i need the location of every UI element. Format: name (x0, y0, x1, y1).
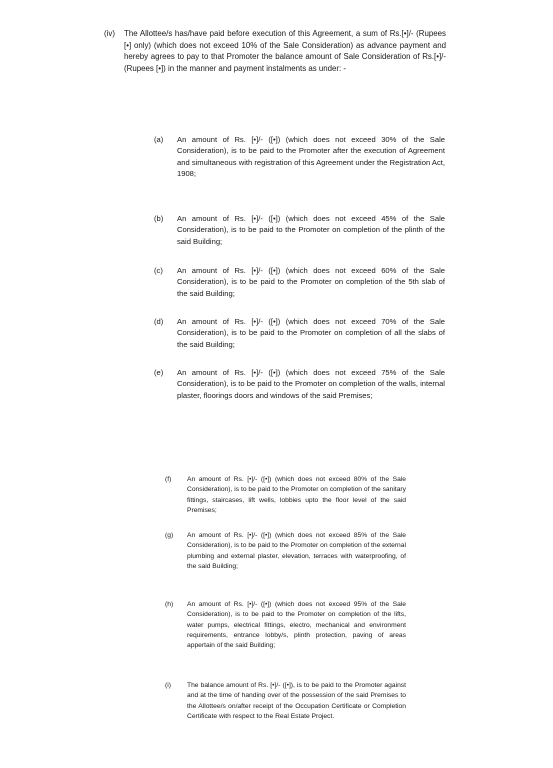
clause-text: The Allottee/s has/have paid before execution of this Agreement, a sum of Rs.[•]/- (Rupees [•] only) (which does not exceed 10% of the Sale Consideration) as advance payment and hereby agrees to pay to that Promoter the balance amount of Sale Consideration of Rs.[•]/- (Rupees [•]) in the manner and payment instalments as under: - (124, 29, 446, 73)
instalment-label: (h) (165, 601, 174, 608)
instalment-text: An amount of Rs. [•]/- ([•]) (which does not exceed 95% of the Sale Consideration), is to be paid to the Promoter on completion of the lifts, water pumps, electrical fittings, electro, mechanical and environment requirements, entrance lobby/s, plinth protection, paving of areas appertain of the said Building; (187, 601, 406, 650)
instalment-a (154, 134, 445, 179)
instalment-label: (d) (154, 317, 164, 326)
clause-number: (iv) (104, 29, 115, 38)
instalment-label: (i) (165, 682, 171, 689)
instalment-text: An amount of Rs. [•]/- ([•]) (which does not exceed 60% of the Sale Consideration), is to be paid to the Promoter on completion of the 5th slab of the said Building; (177, 266, 445, 298)
instalment-text: An amount of Rs. [•]/- ([•]) (which does not exceed 85% of the Sale Consideration), is to be paid to the Promoter on completion of the external plumbing and external plaster, elevation, terraces with waterproofing, of the said Building; (187, 532, 406, 570)
instalment-label: (g) (165, 532, 174, 539)
instalment-text: An amount of Rs. [•]/- ([•]) (which does not exceed 70% of the Sale Consideration), is to be paid to the Promoter on completion of all the slabs of the said Building; (177, 317, 445, 349)
instalment-e (154, 367, 445, 401)
instalment-label: (f) (165, 476, 172, 483)
instalment-text: An amount of Rs. [•]/- ([•]) (which does not exceed 30% of the Sale Consideration), is to be paid to the Promoter after the execution of Agreement and simultaneous with registration of this Agreement under the Registration Act, 1908; (177, 135, 445, 178)
instalment-label: (e) (154, 368, 164, 377)
instalment-b (154, 213, 445, 247)
instalment-h (165, 600, 406, 651)
instalment-label: (b) (154, 214, 164, 223)
instalment-d (154, 316, 445, 350)
instalment-text: An amount of Rs. [•]/- ([•]) (which does not exceed 80% of the Sale Consideration), is to be paid to the Promoter on completion of the sanitary fittings, staircases, lift wells, lobbies upto the floor level of the said Premises; (187, 476, 406, 514)
instalment-i (165, 681, 406, 722)
instalment-text: An amount of Rs. [•]/- ([•]) (which does not exceed 75% of the Sale Consideration), is to be paid to the Promoter on completion of the walls, internal plaster, floorings doors and windows of the said Premises; (177, 368, 445, 400)
instalment-text: The balance amount of Rs. [•]/- ([•]), is to be paid to the Promoter against and at the time of handing over of the possession of the said Premises to the Allottee/s on/after receipt of the Occupation Certificate or Completion Certificate with respect to the Real Estate Project. (187, 682, 406, 720)
instalment-c (154, 265, 445, 299)
instalment-g (165, 531, 406, 572)
instalment-text: An amount of Rs. [•]/- ([•]) (which does not exceed 45% of the Sale Consideration), is to be paid to the Promoter on completion of the plinth of the said Building; (177, 214, 445, 246)
instalment-label: (c) (154, 266, 163, 275)
instalment-label: (a) (154, 135, 164, 144)
instalment-f (165, 475, 406, 516)
clause-iv (104, 28, 446, 74)
